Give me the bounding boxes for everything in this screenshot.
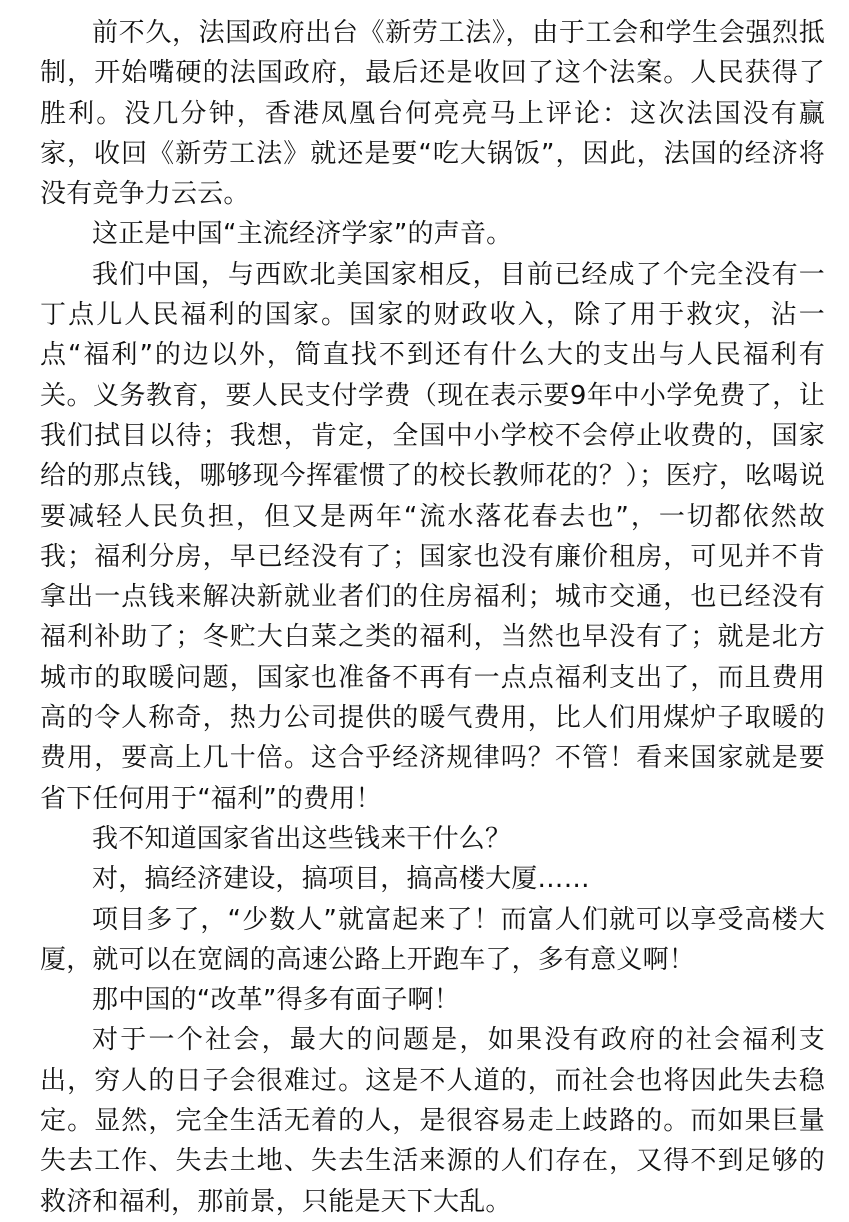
paragraph-economic-construction: 对，搞经济建设，搞项目，搞高楼大厦…… (92, 864, 590, 895)
paragraph-rich-few: 项目多了，“少数人”就富起来了！而富人们就可以享受高楼大厦，就可以在宽阔的高速公路上开跑车了，多有意义啊！ (40, 904, 825, 975)
paragraph-question: 我不知道国家省出这些钱来干什么？ (92, 823, 512, 854)
paragraph-social-stability: 对于一个社会，最大的问题是，如果没有政府的社会福利支出，穷人的日子会很难过。这是不人道的，而社会也将因此失去稳定。显然，完全生活无着的人，是很容易走上歧路的。而如果巨量失去工作、失去土地、失去生活来源的人们存在，又得不到足够的救济和福利，那前景，只能是天下大乱。 (40, 1025, 825, 1217)
paragraph-china-welfare: 我们中国，与西欧北美国家相反，目前已经成了个完全没有一丁点儿人民福利的国家。国家的财政收入，除了用于救灾，沾一点“福利”的边以外，简直找不到还有什么大的支出与人民福利有关。义务教育，要人民支付学费（现在表示要9年中小学免费了，让我们拭目以待；我想，肯定，全国中小学校不会停止收费的，国家给的那点钱，哪够现今挥霍惯了的校长教师花的？）；医疗，吆喝说要减轻人民负担，但又是两年“流水落花春去也”，一切都依然故我；福利分房，早已经没有了；国家也没有廉价租房，可见并不肯拿出一点钱来解决新就业者们的住房福利；城市交通，也已经没有福利补助了；冬贮大白菜之类的福利，当然也早没有了；就是北方城市的取暖问题，国家也准备不再有一点点福利支出了，而且费用高的令人称奇，热力公司提供的暖气费用，比人们用煤炉子取暖的费用，要高上几十倍。这合乎经济规律吗？不管！看来国家就是要省下任何用于“福利”的费用！ (40, 259, 825, 814)
paragraph-reform-face: 那中国的“改革”得多有面子啊！ (92, 985, 460, 1016)
paragraph-french-labor-law: 前不久，法国政府出台《新劳工法》，由于工会和学生会强烈抵制，开始嘴硬的法国政府，最后还是收回了这个法案。人民获得了胜利。没几分钟，香港凤凰台何亮亮马上评论：这次法国没有赢家，收回《新劳工法》就还是要“吃大锅饭”，因此，法国的经济将没有竞争力云云。 (40, 18, 825, 210)
paragraph-mainstream-economists: 这正是中国“主流经济学家”的声音。 (92, 219, 513, 250)
